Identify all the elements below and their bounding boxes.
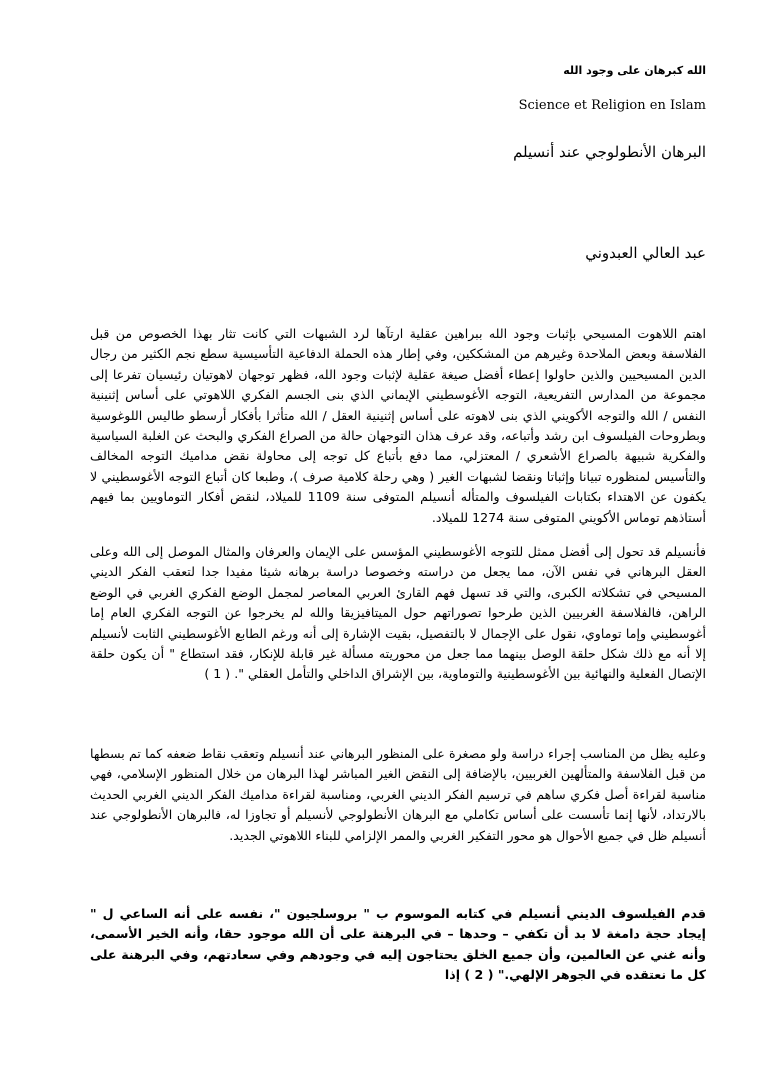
paragraph-3: وعليه يظل من المناسب إجراء دراسة ولو مصغرة على المنظور البرهاني عند أنسيلم وتعقب نقاط ضعفه كما تم بسطها من قبل الفلاسفة والمتألهين الغربيين، بالإضافة إلى النقض الغير المباشر لهذا البرهان من خلال المنظور الإسلامي، فهي مناسبة لقراءة أصل فكري ساهم في ترسيم الفكر الديني الغربي، ومناسبة لقراءة مداميك الفكر الديني الغربي الحديث بالارتداد، لأنها إنما تأسست على أساس تكاملي مع البرهان الأنطولوجي لأنسيلم أو تجاوزا له، فالبرهان الأنطولوجي عند أنسيلم ظل في جميع الأحوال هو محور التفكير الغربي والممر الإلزامي للبناء اللاهوتي الجديد.	[90, 746, 706, 843]
running-header-subtitle: Science et Religion en Islam	[518, 98, 706, 113]
paragraph-4: قدم الفيلسوف الديني أنسيلم في كتابه الموسوم ب " بروسلجيون "، نفسه على أنه الساعي ل " إيجاد حجة دامغة لا بد أن تكفي – وحدها – في البرهنة على أن الله موجود حقا، وأنه الخير الأسمى، وأنه غني عن العالمين، وأن جميع الخلق يحتاجون إليه في وجودهم وفي سعادتهم، وفي البرهنة على كل ما نعتقده في الجوهر الإلهي." ( 2 ) إذا	[90, 906, 706, 983]
author-name: عبد العالي العبدوني	[585, 244, 706, 262]
paragraph-1: اهتم اللاهوت المسيحي بإثبات وجود الله ببراهين عقلية ارتآها لرد الشبهات التي كانت تثار بهذا الخصوص من قبل الفلاسفة وبعض الملاحدة وغيرهم من المشككين، وفي إطار هذه الحملة الدفاعية التأسيسية سطع نجم الكثير من رجال الدين المسيحيين والذين حاولوا إعطاء أفضل صيغة عقلية لإثبات وجود الله، فظهر توجهان لاهوتيان رئيسيان تفرعا إلى مجموعة من المدارس التفريعية، التوجه الأغوسطيني الإيماني الذي بنى الجسم الفكري اللاهوتي على أساس إثنينية النفس / الله والتوجه الأكويني الذي بنى لاهوته على أساس إثنينية العقل / الله متأثرا بأفكار أرسطو طاليس اللوغوسية وبطروحات الفيلسوف ابن رشد وأتباعه، وقد عرف هذان التوجهان حالة من الصراع الفكري والبحث عن الغلبة السياسية والفكرية شبيهة بالصراع الأشعري / المعتزلي، مما دفع بأتباع كل توجه إلى محاولة نقض مداميك التوجه المخالف والتأسيس لمنظوره تبيانا وإثباتا ونقضا لشبهات الغير ( وهي رحلة كلامية صرف )، وطبعا كان أتباع التوجه الأغوسطيني لا يكفون عن الاهتداء بكتابات الفيلسوف والمتأله أنسيلم المتوفى سنة 1109 للميلاد، لنقض أفكار التوماويين بما فيهم أستاذهم توماس الأكويني المتوفى سنة 1274 للميلاد.	[90, 326, 706, 525]
paragraph-2: فأنسيلم قد تحول إلى أفضل ممثل للتوجه الأغوسطيني المؤسس على الإيمان والعرفان والمثال الموصل إلى الله وعلى العقل البرهاني في نفس الآن، مما يجعل من دراسته وخصوصا دراسة برهانه شيئا مفيدا جدا لتعقب الفكر الديني المسيحي في تشكلاته الكبرى، والتي قد تسهل فهم القارئ العربي المعاصر لمجمل الوضع الفكري الغربي في الوضع الراهن، فالفلاسفة الغربيين الذين طرحوا تصوراتهم حول الميتافيزيقا والله لم يخرجوا عن التوجه الفكري العام إما أغوسطيني وإما توماوي، نقول على الإجمال لا بالتفصيل، بقيت الإشارة إلى أنه ورغم الطابع الأغوسطيني الثابت لأنسيلم إلا أنه مع ذلك شكل حلقة الوصل بينهما مما جعل من محوريته مسألة غير قابلة للإنكار، فقد استطاع " أن يكون حلقة الإتصال الفعلية والنهائية بين الأغوسطينية والتوماوية، بين الإشراق الداخلي والتأمل العقلي ". ( 1 )	[90, 544, 706, 682]
article-title: البرهان الأنطولوجي عند أنسيلم	[513, 143, 706, 161]
running-header-title: الله كبرهان على وجود الله	[563, 64, 706, 77]
